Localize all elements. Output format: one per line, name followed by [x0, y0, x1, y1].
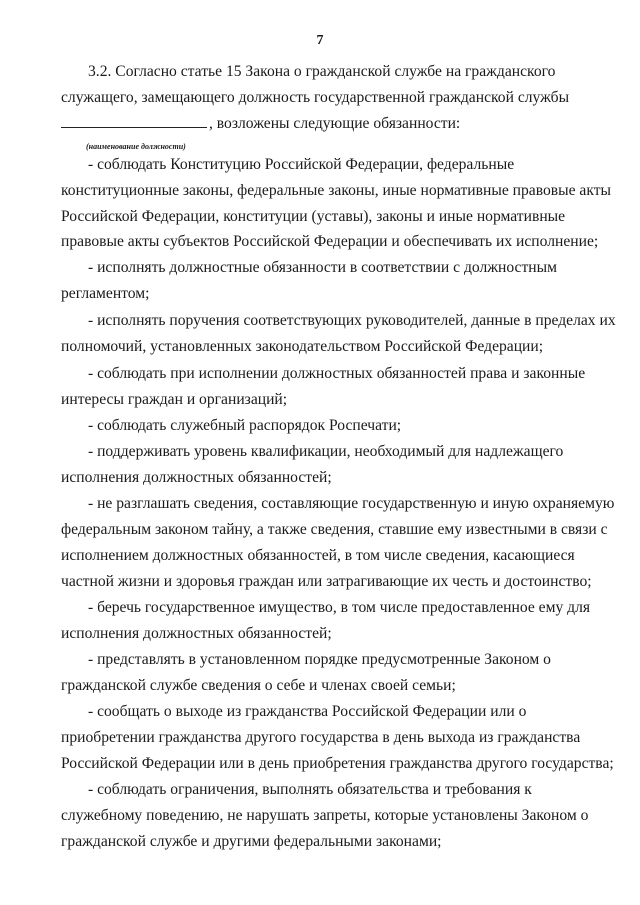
duty-line: гражданской службе и другими федеральными законами;: [61, 833, 442, 850]
duty-line: - не разглашать сведения, составляющие государственную и иную охраняемую: [88, 495, 615, 512]
duty-line: - соблюдать при исполнении должностных обязанностей права и законные: [88, 365, 586, 382]
duty-line: интересы граждан и организаций;: [61, 391, 288, 408]
duty-line: приобретении гражданства другого государства в день выхода из гражданства: [61, 729, 581, 746]
intro-line-2: служащего, замещающего должность государственной гражданской службы: [61, 89, 570, 106]
duty-line: частной жизни и здоровья граждан или затрагивающие их честь и достоинство;: [61, 573, 592, 590]
duty-line: - исполнять должностные обязанности в соответствии с должностным: [88, 259, 557, 276]
intro-line-3: [61, 114, 460, 134]
duty-line: - сообщать о выходе из гражданства Российской Федерации или о: [88, 703, 527, 720]
blank-caption: (наименование должности): [86, 142, 186, 151]
duty-line: - исполнять поручения соответствующих руководителей, данные в пределах их: [88, 312, 616, 329]
duty-line: - беречь государственное имущество, в том числе предоставленное ему для: [88, 599, 591, 616]
duty-line: - соблюдать Конституцию Российской Федерации, федеральные: [88, 156, 515, 173]
duty-line: конституционные законы, федеральные законы, иные нормативные правовые акты: [61, 182, 612, 199]
position-blank-line: [61, 126, 207, 128]
duty-line: федеральным законом тайну, а также сведения, ставшие ему известными в связи с: [61, 521, 608, 538]
duty-line: правовые акты субъектов Российской Федерации и обеспечивать их исполнение;: [61, 233, 599, 250]
duty-line: исполнением должностных обязанностей, в том числе сведения, касающиеся: [61, 547, 575, 564]
duty-line: регламентом;: [61, 285, 150, 302]
duty-line: полномочий, установленных законодательством Российской Федерации;: [61, 338, 544, 355]
duty-line: исполнения должностных обязанностей;: [61, 469, 332, 486]
duty-line: Российской Федерации, конституции (уставы), законы и иные нормативные: [61, 208, 566, 225]
duty-line: исполнения должностных обязанностей;: [61, 625, 332, 642]
page-number: 7: [316, 33, 324, 48]
duty-line: - соблюдать ограничения, выполнять обязательства и требования к: [88, 781, 532, 798]
duty-line: гражданской службе сведения о себе и членах своей семьи;: [61, 677, 456, 694]
duty-line: - представлять в установленном порядке предусмотренные Законом о: [88, 651, 551, 668]
intro-line-1: 3.2. Согласно статье 15 Закона о гражданской службе на гражданского: [88, 63, 556, 80]
duty-line: - поддерживать уровень квалификации, необходимый для надлежащего: [88, 443, 564, 460]
duty-line: Российской Федерации или в день приобретения гражданства другого государства;: [61, 755, 614, 772]
intro-line-3-text: , возложены следующие обязанности:: [209, 115, 461, 132]
duty-line: - соблюдать служебный распорядок Роспечати;: [88, 417, 402, 434]
duty-line: служебному поведению, не нарушать запреты, которые установлены Законом о: [61, 807, 589, 824]
